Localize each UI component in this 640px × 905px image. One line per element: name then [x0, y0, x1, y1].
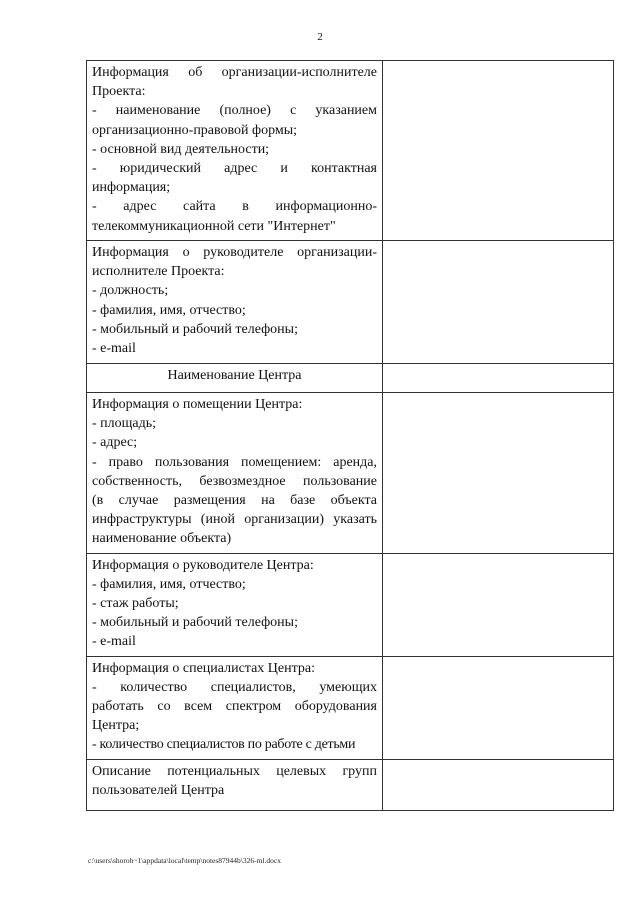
text-line: - стаж работы;	[92, 596, 179, 612]
text-line: - e-mail	[92, 634, 136, 650]
text-line: - юридический адрес и контактная	[92, 161, 377, 177]
table-row	[87, 393, 614, 554]
table-row	[87, 241, 614, 364]
row-value-target-groups[interactable]	[383, 759, 614, 810]
text-line: Информация о помещении Центра:	[92, 397, 303, 412]
table-row	[87, 364, 614, 393]
text-line: исполнителе Проекта:	[92, 264, 225, 280]
text-line: пользователей Центра	[92, 782, 225, 798]
text-line: - фамилия, имя, отчество;	[92, 302, 246, 318]
text-line: Информация о руководителе организации-	[92, 245, 377, 260]
text-line: - количество специалистов, умеющих	[92, 679, 377, 695]
text-line: - e-mail	[92, 341, 136, 357]
text-line: организационно-правовой формы;	[92, 122, 298, 138]
row-label-target-groups	[87, 759, 383, 810]
row-value-center-name[interactable]	[383, 364, 614, 393]
text-line: информация;	[92, 180, 171, 196]
row-label-org-head	[87, 241, 383, 364]
text-line: - должность;	[92, 283, 169, 299]
text-line: инфраструктуры (иной организации) указать	[92, 512, 377, 528]
table-row	[87, 553, 614, 656]
row-label-organization	[87, 61, 383, 241]
table-row	[87, 759, 614, 810]
text-line: Описание потенциальных целевых групп	[92, 763, 377, 779]
text-line: Информация о руководителе Центра:	[92, 557, 314, 573]
row-label-specialists	[87, 656, 383, 759]
row-value-specialists[interactable]	[383, 656, 614, 759]
text-line: Центра;	[92, 718, 140, 734]
text-line: - наименование (полное) с указанием	[92, 103, 377, 119]
footer-file-path: c:\users\shoroh~1\appdata\local\temp\notes87944b\326-ml.docx	[88, 856, 281, 865]
text-line: - площадь;	[92, 416, 157, 432]
project-info-table	[86, 60, 614, 811]
text-line: Проекта:	[92, 84, 146, 100]
text-line: - фамилия, имя, отчество;	[92, 576, 246, 592]
row-label-center-head	[87, 553, 383, 656]
table-row	[87, 61, 614, 241]
text-line: Информация о специалистах Центра:	[92, 660, 316, 676]
text-line: - основной вид деятельности;	[92, 141, 270, 157]
text-line: - мобильный и рабочий телефоны;	[92, 321, 298, 337]
text-line: наименование объекта)	[92, 531, 232, 547]
row-label-center-name	[87, 364, 383, 393]
text-line: телекоммуникационной сети "Интернет"	[92, 218, 336, 234]
text-line: - адрес сайта в информационно-	[92, 199, 377, 215]
table-row	[87, 656, 614, 759]
center-name-label: Наименование Центра	[167, 368, 302, 383]
text-line: - адрес;	[92, 435, 138, 451]
text-line: работать со всем спектром оборудования	[92, 699, 377, 715]
text-line: - мобильный и рабочий телефоны;	[92, 615, 298, 631]
text-line: Информация об организации-исполнителе	[92, 65, 377, 80]
text-line: - количество специалистов по работе с детьми	[92, 737, 356, 753]
row-value-premises[interactable]	[383, 393, 614, 554]
row-value-org-head[interactable]	[383, 241, 614, 364]
row-value-center-head[interactable]	[383, 553, 614, 656]
page-number: 2	[317, 31, 323, 43]
text-line: (в случае размещения на базе объекта	[92, 493, 377, 509]
row-value-organization[interactable]	[383, 61, 614, 241]
text-line: собственность, безвозмездное пользование	[92, 473, 377, 489]
text-line: - право пользования помещением: аренда,	[92, 454, 377, 470]
row-label-premises	[87, 393, 383, 554]
